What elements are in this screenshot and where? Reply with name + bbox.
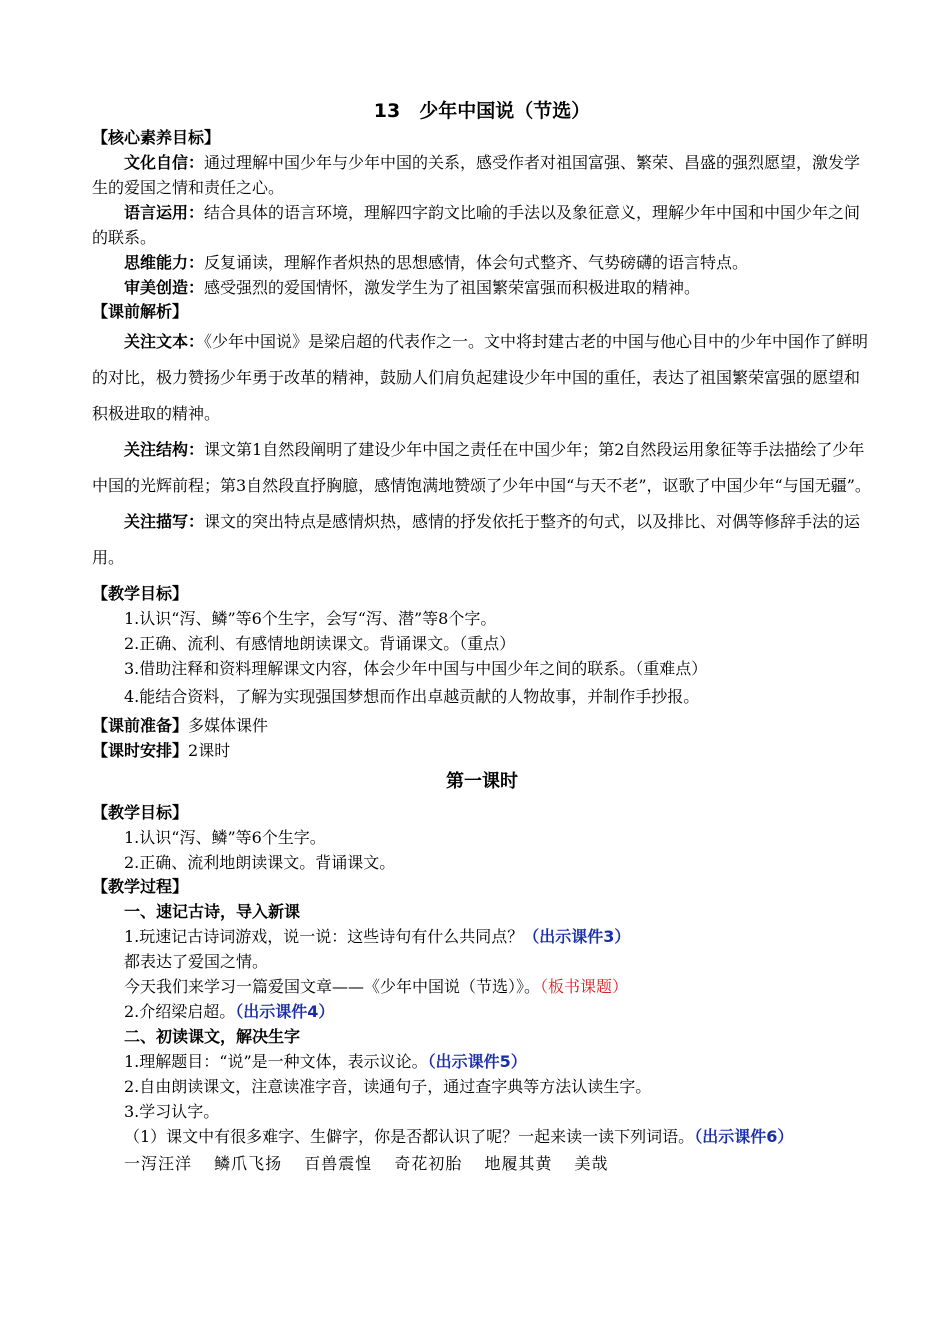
- step-two-item: 2.自由朗读课文，注意读准字音，读通句子，通过查字典等方法认读生字。: [124, 1077, 652, 1096]
- step-two-item: 3.学习认字。: [124, 1102, 220, 1121]
- step-one-item: 2.介绍梁启超。（出示课件4）: [124, 1002, 335, 1021]
- analysis-description: 关注描写：课文的突出特点是感情炽热，感情的抒发依托于整齐的句式，以及排比、对偶等修辞手法的运用。: [92, 512, 861, 567]
- goal-thinking: 思维能力：反复诵读，理解作者炽热的思想感情，体会句式整齐、气势磅礴的语言特点。: [124, 253, 749, 272]
- vocab-word: 美哉: [574, 1154, 609, 1173]
- step-one-item: 1.玩速记古诗词游戏，说一说：这些诗句有什么共同点？（出示课件3）: [124, 927, 631, 946]
- courseware-tag: （出示课件6）: [694, 1127, 794, 1146]
- process-heading: 【教学过程】: [92, 877, 189, 896]
- goal-aesthetic: 审美创造：感受强烈的爱国情怀，激发学生为了祖国繁荣富强而积极进取的精神。: [124, 278, 701, 297]
- vocab-word: 奇花初胎: [394, 1154, 463, 1173]
- core-goals-heading: 【核心素养目标】: [92, 128, 221, 147]
- courseware-tag: （出示课件5）: [427, 1052, 527, 1071]
- step-two-sub-item: （1）课文中有很多难字、生僻字，你是否都认识了呢？一起来读一读下列词语。（出示课件6）: [124, 1127, 794, 1146]
- goal-culture: 文化自信：通过理解中国少年与少年中国的关系，感受作者对祖国富强、繁荣、昌盛的强烈愿望，激发学生的爱国之情和责任之心。: [92, 153, 861, 197]
- document-page: [92, 96, 872, 1179]
- vocab-word: 百兽震惶: [304, 1154, 373, 1173]
- board-title-tag: （板书课题）: [540, 977, 629, 996]
- courseware-tag: （出示课件4）: [235, 1002, 335, 1021]
- goal-language: 语言运用：结合具体的语言环境，理解四字韵文比喻的手法以及象征意义，理解少年中国和中国少年之间的联系。: [92, 203, 861, 247]
- objective-item: 3.借助注释和资料理解课文内容，体会少年中国与中国少年之间的联系。（重难点）: [124, 659, 708, 678]
- step-one-answer: 都表达了爱国之情。: [124, 952, 269, 971]
- objective-item: 4.能结合资料，了解为实现强国梦想而作出卓越贡献的人物故事，并制作手抄报。: [124, 687, 700, 706]
- prep-line: 【课前准备】多媒体课件: [92, 716, 269, 735]
- lesson-objective-item: 1.认识“泻、鳞”等6个生字。: [124, 828, 326, 847]
- analysis-heading: 【课前解析】: [92, 302, 189, 321]
- objective-item: 1.认识“泻、鳞”等6个生字，会写“泻、潜”等8个字。: [124, 609, 497, 628]
- analysis-text: 关注文本：《少年中国说》是梁启超的代表作之一。文中将封建古老的中国与他心目中的少年中国作了鲜明的对比，极力赞扬少年勇于改革的精神，鼓励人们肩负起建设少年中国的重任，表达了祖国繁荣富强的愿望和积极进取的精神。: [92, 332, 869, 423]
- lesson-one-title: 第一课时: [446, 771, 518, 792]
- step-two-heading: 二、初读课文，解决生字: [124, 1027, 301, 1046]
- page-title: 13 少年中国说（节选）: [373, 100, 591, 122]
- vocab-word: 鳞爪飞扬: [214, 1154, 283, 1173]
- step-one-intro: 今天我们来学习一篇爱国文章——《少年中国说（节选）》。（板书课题）: [124, 977, 629, 996]
- courseware-tag: （出示课件3）: [523, 927, 631, 946]
- vocab-word: 地履其黄: [484, 1154, 553, 1173]
- step-two-item: 1.理解题目：“说”是一种文体，表示议论。（出示课件5）: [124, 1052, 527, 1071]
- lesson-objectives-heading: 【教学目标】: [92, 803, 189, 822]
- vocabulary-list: [92, 1149, 872, 1179]
- schedule-line: 【课时安排】2课时: [92, 741, 231, 760]
- teaching-objectives-heading: 【教学目标】: [92, 584, 189, 603]
- lesson-objective-item: 2.正确、流利地朗读课文。背诵课文。: [124, 853, 396, 872]
- step-one-heading: 一、速记古诗，导入新课: [124, 902, 301, 921]
- objective-item: 2.正确、流利、有感情地朗读课文。背诵课文。（重点）: [124, 634, 516, 653]
- analysis-structure: 关注结构：课文第1自然段阐明了建设少年中国之责任在中国少年；第2自然段运用象征等手法描绘了少年中国的光辉前程；第3自然段直抒胸臆，感情饱满地赞颂了少年中国“与天不老”，讴歌了中国少年“与国无疆”。: [92, 440, 871, 495]
- vocab-word: 一泻汪洋: [124, 1154, 193, 1173]
